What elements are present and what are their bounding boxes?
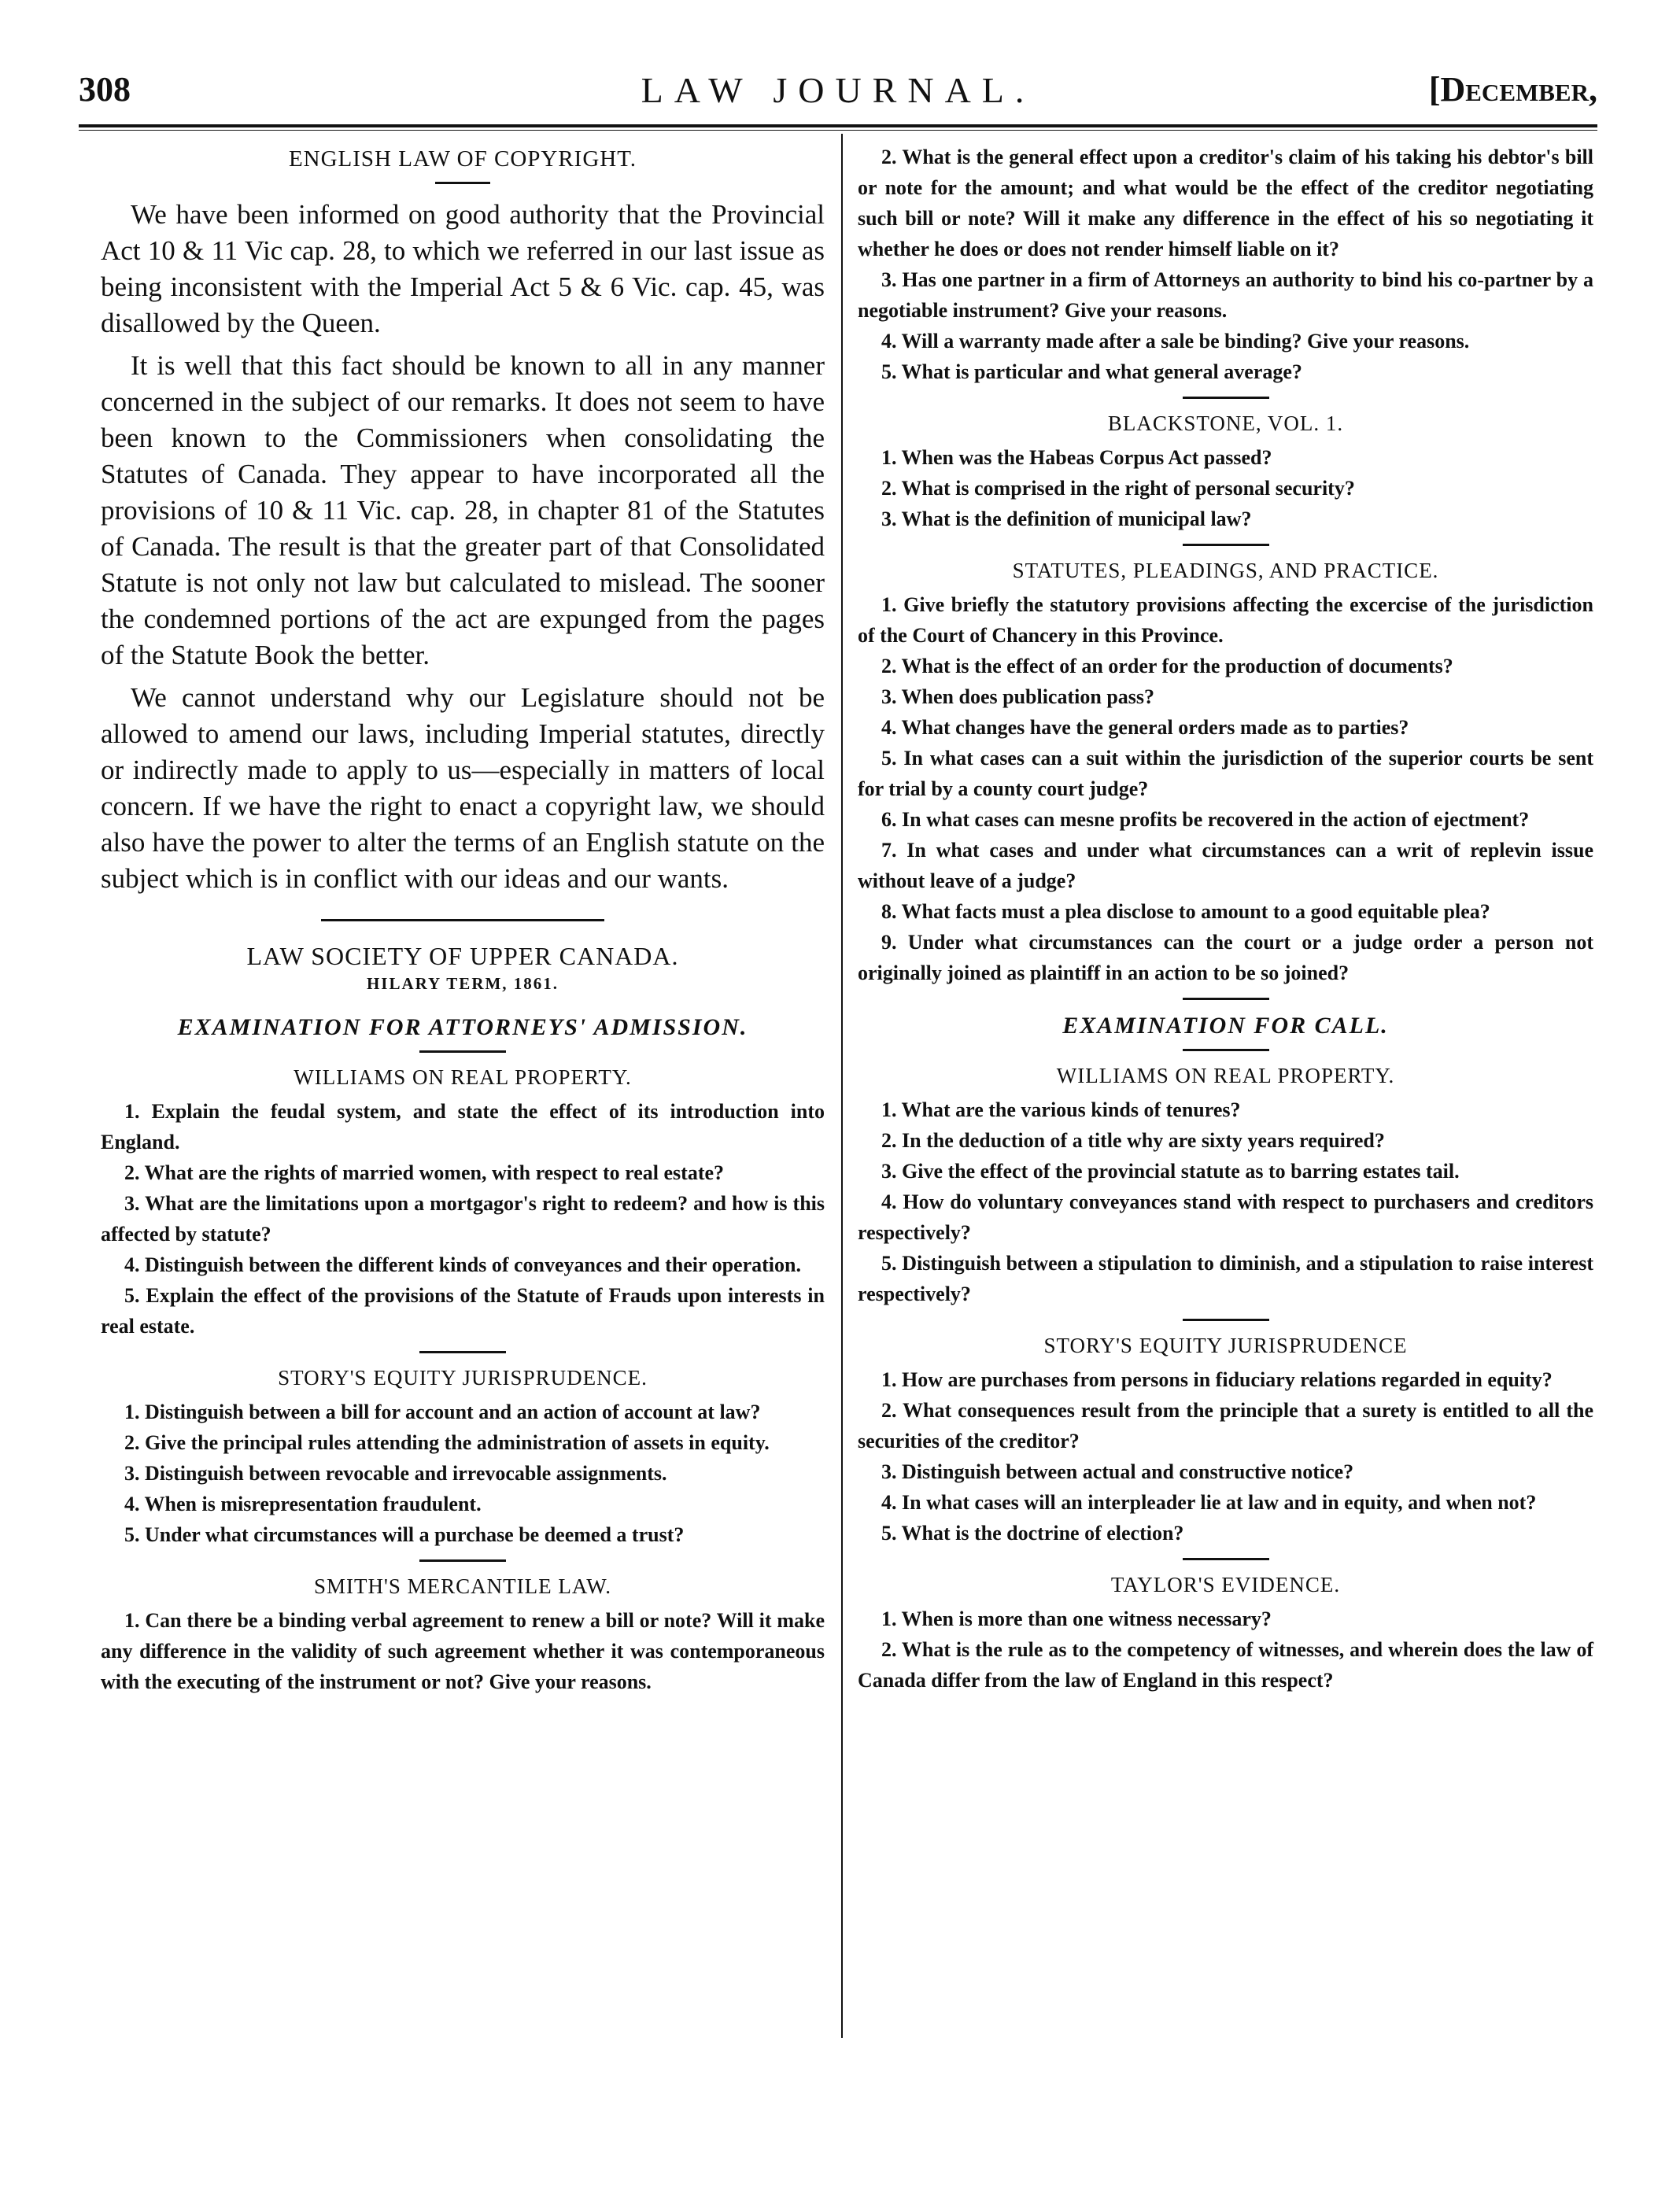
header-rule-thin: [79, 130, 1597, 131]
question-item: 1. Distinguish between a bill for account and an action of account at law?: [124, 1401, 761, 1423]
question-item: 4. When is misrepresentation fraudulent.: [124, 1493, 482, 1515]
question-item: 3. Distinguish between revocable and irrevocable assignments.: [124, 1462, 667, 1485]
question-item: 5. In what cases can a suit within the jurisdiction of the superior courts be sent for trial by a county court judge?: [858, 747, 1593, 800]
question-item: 4. What changes have the general orders made as to parties?: [881, 716, 1409, 739]
question-item: 4. How do voluntary conveyances stand with respect to purchasers and creditors respectively?: [858, 1190, 1593, 1244]
question-list: [101, 1605, 825, 1697]
copyright-title: ENGLISH LAW OF COPYRIGHT.: [288, 146, 637, 172]
question-item: 4. Will a warranty made after a sale be binding? Give your reasons.: [881, 330, 1470, 352]
question-item: 1. What are the various kinds of tenures?: [881, 1098, 1241, 1121]
column-divider: [841, 134, 843, 2038]
question-item: 2. What is the general effect upon a creditor's claim of his taking his debtor's bill or note for the amount; and what would be the effect of the creditor negotiating such bill or note? Will it make any difference in the effect of his so negotiating it whether he does or does not render himself liable on it?: [858, 146, 1593, 260]
section-rule: [419, 1351, 506, 1353]
journal-title: LAW JOURNAL.: [641, 70, 1036, 110]
question-item: 6. In what cases can mesne profits be recovered in the action of ejectment?: [881, 808, 1530, 831]
question-list: [101, 1096, 825, 1342]
page-header: [79, 69, 1597, 116]
section-title: TAYLOR'S EVIDENCE.: [1110, 1573, 1341, 1596]
question-item: 3. Give the effect of the provincial statute as to barring estates tail.: [881, 1160, 1460, 1183]
issue-month: [December,: [1428, 70, 1597, 109]
section-title: WILLIAMS ON REAL PROPERTY.: [1056, 1064, 1395, 1087]
question-item: 3. What is the definition of municipal law?: [881, 507, 1252, 530]
copyright-paragraph: It is well that this fact should be known to all in any manner concerned in the subject of our remarks. It does not seem to have been known to the Commissioners when consolidating the Statutes of Canada. They appear to have incorporated all the provisions of 10 & 11 Vic. cap. 28, in chapter 81 of the Statutes of Canada. The result is that the greater part of that Consolidated Statute is not only not law but calculated to mislead. The sooner the condemned portions of the act are expunged from the pages of the Statute Book the better.: [101, 350, 825, 670]
section-title: STORY'S EQUITY JURISPRUDENCE.: [278, 1366, 648, 1390]
exam-title: EXAMINATION FOR ATTORNEYS' ADMISSION.: [177, 1014, 748, 1040]
header-rule: [79, 124, 1597, 127]
question-list: [858, 1604, 1593, 1696]
question-item: 3. What are the limitations upon a mortgagor's right to redeem? and how is this affected by statute?: [101, 1192, 825, 1246]
society-title: LAW SOCIETY OF UPPER CANADA.: [246, 942, 679, 970]
question-item: 5. Distinguish between a stipulation to diminish, and a stipulation to raise interest respectively?: [858, 1252, 1593, 1305]
question-item: 1. Can there be a binding verbal agreement to renew a bill or note? Will it make any difference in the validity of such agreement whether it was contemporaneous with the executing of the instrument or not? Give your reasons.: [101, 1609, 825, 1693]
title-rule: [435, 182, 490, 184]
call-exam-title: EXAMINATION FOR CALL.: [1062, 1013, 1389, 1039]
section-title: BLACKSTONE, VOL. 1.: [1107, 412, 1344, 435]
question-item: 4. Distinguish between the different kinds of conveyances and their operation.: [124, 1253, 801, 1276]
page-number: 308: [79, 70, 131, 109]
question-item: 5. What is the doctrine of election?: [881, 1522, 1184, 1545]
section-rule: [1183, 1558, 1269, 1560]
question-item: 5. What is particular and what general average?: [881, 360, 1302, 383]
question-item: 2. In the deduction of a title why are sixty years required?: [881, 1129, 1385, 1152]
question-list: [101, 1397, 825, 1550]
question-item: 2. What are the rights of married women, with respect to real estate?: [124, 1161, 725, 1184]
question-item: 2. What consequences result from the principle that a surety is entitled to all the securities of the creditor?: [858, 1399, 1593, 1452]
question-item: 1. How are purchases from persons in fiduciary relations regarded in equity?: [881, 1368, 1553, 1391]
section-rule: [1183, 1319, 1269, 1321]
section-rule: [1183, 397, 1269, 399]
question-item: 3. Has one partner in a firm of Attorneys an authority to bind his co-partner by a negotiable instrument? Give your reasons.: [858, 268, 1593, 322]
left-column: [101, 142, 825, 1697]
section-title: STATUTES, PLEADINGS, AND PRACTICE.: [1012, 559, 1439, 582]
section-rule: [1183, 544, 1269, 546]
question-item: 8. What facts must a plea disclose to amount to a good equitable plea?: [881, 900, 1490, 923]
question-list: [858, 1364, 1593, 1548]
question-list: [858, 1094, 1593, 1309]
term-label: HILARY TERM, 1861.: [366, 974, 559, 993]
question-list: [858, 142, 1593, 387]
question-item: 2. What is comprised in the right of personal security?: [881, 477, 1355, 500]
section-rule: [1183, 998, 1269, 1000]
question-item: 5. Under what circumstances will a purchase be deemed a trust?: [124, 1523, 685, 1546]
copyright-paragraph: We have been informed on good authority that the Provincial Act 10 & 11 Vic cap. 28, to which we referred in our last issue as being inconsistent with the Imperial Act 5 & 6 Vic. cap. 45, was disallowed by the Queen.: [101, 199, 825, 338]
question-item: 3. When does publication pass?: [881, 685, 1155, 708]
question-list: [858, 589, 1593, 988]
question-list: [858, 442, 1593, 534]
question-item: 3. Distinguish between actual and constructive notice?: [881, 1460, 1354, 1483]
title-rule: [1183, 1049, 1269, 1051]
question-item: 2. What is the rule as to the competency of witnesses, and wherein does the law of Canada differ from the law of England in this respect?: [858, 1638, 1593, 1692]
copyright-paragraph: We cannot understand why our Legislature should not be allowed to amend our laws, including Imperial statutes, directly or indirectly made to apply to us—especially in matters of local concern. If we have the right to enact a copyright law, we should also have the power to alter the terms of an English statute on the subject which is in conflict with our ideas and our wants.: [101, 682, 825, 894]
right-column: [858, 142, 1593, 1696]
question-item: 1. When was the Habeas Corpus Act passed?: [881, 446, 1272, 469]
question-item: 2. Give the principal rules attending the administration of assets in equity.: [124, 1431, 770, 1454]
question-item: 4. In what cases will an interpleader lie at law and in equity, and when not?: [881, 1491, 1537, 1514]
question-item: 1. Explain the feudal system, and state the effect of its introduction into England.: [101, 1100, 825, 1153]
question-item: 9. Under what circumstances can the court or a judge order a person not originally joined as plaintiff in an action to be so joined?: [858, 931, 1593, 984]
section-title: SMITH'S MERCANTILE LAW.: [314, 1574, 611, 1598]
section-title: STORY'S EQUITY JURISPRUDENCE: [1043, 1334, 1408, 1357]
question-item: 7. In what cases and under what circumstances can a writ of replevin issue without leave of a judge?: [858, 839, 1593, 892]
question-item: 1. When is more than one witness necessary?: [881, 1607, 1272, 1630]
question-item: 5. Explain the effect of the provisions of the Statute of Frauds upon interests in real estate.: [101, 1284, 825, 1338]
question-item: 2. What is the effect of an order for the production of documents?: [881, 655, 1453, 677]
title-rule: [419, 1050, 506, 1053]
section-rule: [419, 1559, 506, 1562]
section-rule: [321, 919, 604, 921]
question-item: 1. Give briefly the statutory provisions affecting the excercise of the jurisdiction of the Court of Chancery in this Province.: [858, 593, 1593, 647]
section-title: WILLIAMS ON REAL PROPERTY.: [294, 1065, 632, 1089]
